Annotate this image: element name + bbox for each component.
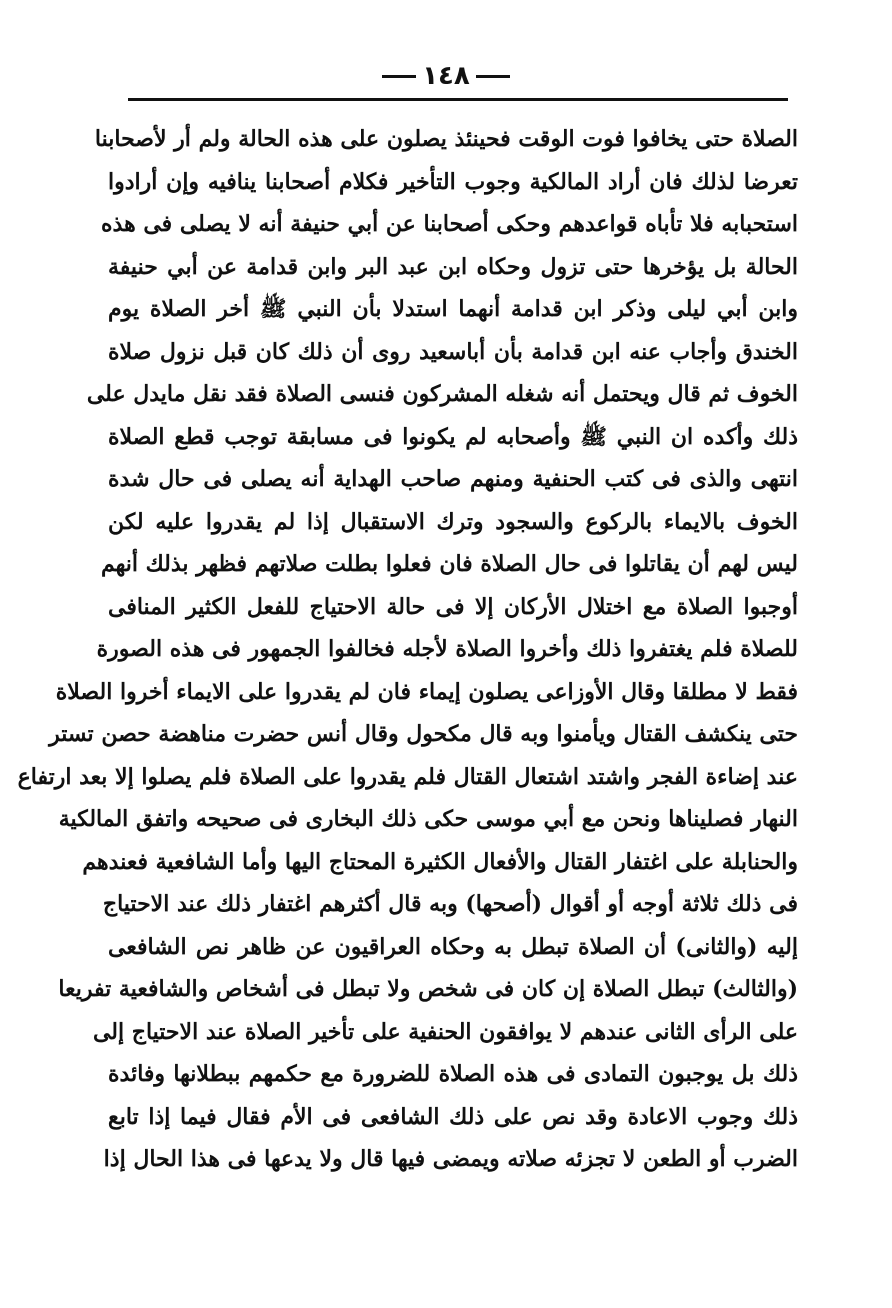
header-dash-right — [382, 75, 416, 78]
header-dash-left — [476, 75, 510, 78]
text-line: حتى ينكشف القتال ويأمنوا وبه قال مكحول وقال أنس حضرت مناهضة حصن تستر — [49, 721, 798, 747]
text-line: النهار فصليناها ونحن مع أبي موسى حكى ذلك البخارى فى صحيحه واتفق المالكية — [58, 806, 798, 832]
header-rule — [128, 98, 788, 101]
text-line: الخندق وأجاب عنه ابن قدامة بأن أباسعيد روى أن ذلك كان قبل نزول صلاة — [108, 338, 798, 365]
text-line: الضرب أو الطعن لا تجزئه صلاته ويمضى فيها قال ولا يدعها فى هذا الحال إذا — [103, 1146, 798, 1172]
text-line: للصلاة فلم يغتفروا ذلك وأخروا الصلاة لأجله فخالفوا الجمهور فى هذه الصورة — [96, 636, 798, 662]
page-number: ١٤٨ — [422, 61, 470, 91]
text-line: استحبابه فلا تأباه قواعدهم وحكى أصحابنا عن أبي حنيفة أنه لا يصلى فى هذه — [101, 211, 798, 237]
text-line: (والثالث) تبطل الصلاة إن كان فى شخص ولا تبطل فى أشخاص والشافعية تفريعا — [58, 976, 798, 1002]
text-line: والحنابلة على اغتفار القتال والأفعال الكثيرة المحتاج اليها وأما الشافعية فعندهم — [82, 848, 798, 875]
page-header — [0, 58, 892, 94]
text-line: ذلك وأكده ان النبي ﷺ وأصحابه لم يكونوا فى مسابقة توجب قطع الصلاة — [108, 423, 798, 450]
text-line: تعرضا لذلك فان أراد المالكية وجوب التأخير فكلام أصحابنا ينافيه وإن أرادوا — [108, 168, 798, 195]
text-line: الصلاة حتى يخافوا فوت الوقت فحينئذ يصلون على هذه الحالة ولم أر لأصحابنا — [94, 126, 798, 152]
text-line: الحالة بل يؤخرها حتى تزول وحكاه ابن عبد البر وابن قدامة عن أبي حنيفة — [108, 253, 798, 280]
text-line: إليه (والثانى) أن الصلاة تبطل به وحكاه العراقيون عن ظاهر نص الشافعى — [108, 933, 798, 960]
text-line: الخوف بالايماء بالركوع والسجود وترك الاستقبال إذا لم يقدروا عليه لكن — [108, 508, 798, 535]
text-line: عند إضاءة الفجر واشتد اشتعال القتال فلم يقدروا على الصلاة فلم يصلوا إلا بعد ارتفاع — [17, 763, 798, 790]
text-line: ليس لهم أن يقاتلوا فى حال الصلاة فان فعلوا بطلت صلاتهم فظهر بذلك أنهم — [100, 551, 798, 577]
text-line: ذلك بل يوجبون التمادى فى هذه الصلاة للضرورة مع حكمهم ببطلانها وفائدة — [108, 1061, 798, 1087]
text-line: انتهى والذى فى كتب الحنفية ومنهم صاحب الهداية أنه يصلى فى حال شدة — [108, 466, 798, 492]
text-line: ذلك وجوب الاعادة وقد نص على ذلك الشافعى فى الأم فقال فيما إذا تابع — [108, 1103, 798, 1130]
text-line: فى ذلك ثلاثة أوجه أو أقوال (أصحها) وبه قال أكثرهم اغتفار ذلك عند الاحتياج — [102, 891, 798, 917]
text-line: وابن أبي ليلى وذكر ابن قدامة أنهما استدلا بأن النبي ﷺ أخر الصلاة يوم — [108, 296, 798, 322]
text-line: الخوف ثم قال ويحتمل أنه شغله المشركون فنسى الصلاة فقد نقل مايدل على — [86, 381, 798, 407]
text-line: أوجبوا الصلاة مع اختلال الأركان إلا فى حالة الاحتياج للفعل الكثير المنافى — [108, 593, 798, 620]
text-line: فقط لا مطلقا وقال الأوزاعى يصلون إيماء فان لم يقدروا على الايماء أخروا الصلاة — [55, 678, 798, 705]
text-line: على الرأى الثانى عندهم لا يوافقون الحنفية على تأخير الصلاة عند الاحتياج إلى — [92, 1018, 798, 1045]
body-text — [17, 118, 798, 1181]
